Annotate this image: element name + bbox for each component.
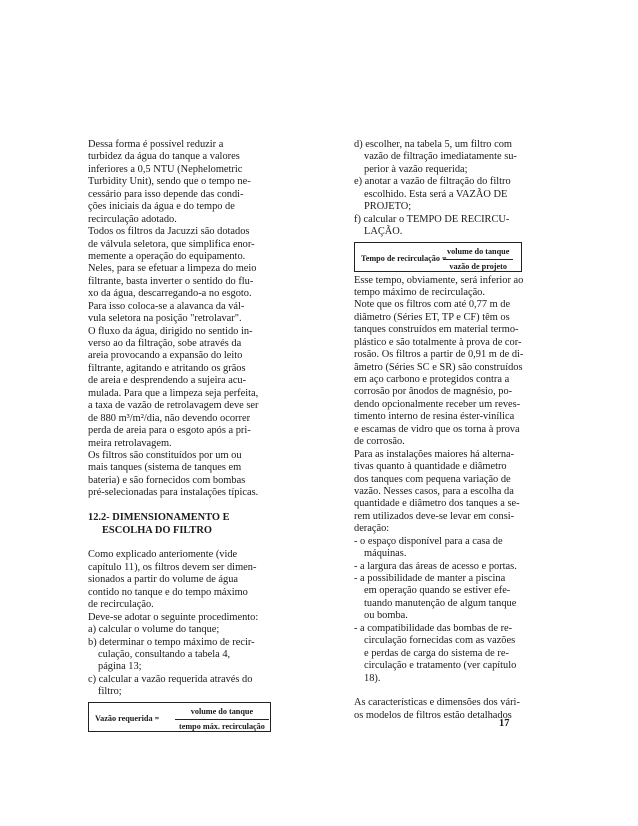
text-line: Note que os filtros com até 0,77 m de xyxy=(354,299,511,311)
text-line: bateria) e são fornecidos com bombas xyxy=(88,474,246,486)
text-line: de areia e desprendendo a sujeira acu- xyxy=(88,375,247,387)
text-line: máquinas. xyxy=(364,548,407,560)
text-line: - a possibilidade de manter a piscina xyxy=(354,573,506,584)
right-procedure-text xyxy=(354,139,537,239)
text-line: - a compatibilidade das bombas de re- xyxy=(354,622,513,634)
text-line: areia provocando a expansão do leito xyxy=(88,350,243,362)
formula-denominator: vazão de projeto xyxy=(449,261,507,271)
text-line: As características e dimensões dos vári- xyxy=(354,697,520,709)
text-line: d) escolher, na tabela 5, um filtro com xyxy=(354,139,512,150)
text-line: contido no tanque e do tempo máximo xyxy=(88,586,248,598)
text-line xyxy=(354,685,537,697)
text-line: LAÇÃO. xyxy=(364,226,403,238)
left-column xyxy=(88,139,271,735)
text-line: Turbidity Unit), sendo que o tempo ne- xyxy=(88,176,251,188)
text-line: Dessa forma é possível reduzir a xyxy=(88,139,224,150)
text-line: quantidade e diâmetro dos tanques a se- xyxy=(354,498,520,510)
text-line: - o espaço disponível para a casa de xyxy=(354,535,503,547)
text-line: diâmetro (Séries ET, TP e CF) têm os xyxy=(354,311,510,323)
formula-tempo-recirculacao xyxy=(354,242,522,272)
text-line: vazão. Nesses casos, para a escolha da xyxy=(354,485,514,497)
text-line: âmetro (Séries SC e SR) são construídos xyxy=(354,361,523,373)
text-line: circulação e tratamento (ver capítulo xyxy=(364,660,517,672)
text-line: memente a operação do equipamento. xyxy=(88,250,246,262)
text-line: mulada. Para que a limpeza seja perfeita, xyxy=(88,387,259,399)
text-line: Deve-se adotar o seguinte procedimento: xyxy=(88,611,259,623)
text-line: Esse tempo, obviamente, será inferior ao xyxy=(354,274,524,286)
text-line: PROJETO; xyxy=(364,201,412,213)
text-line: perior à vazão requerida; xyxy=(364,163,468,175)
text-line: vula seletora na posição "retrolavar". xyxy=(88,313,242,325)
right-column xyxy=(354,139,537,722)
text-line: Neles, para se efetuar a limpeza do meio xyxy=(88,263,257,275)
text-line: meira retrolavagem. xyxy=(88,437,172,449)
text-line: b) determinar o tempo máximo de recir- xyxy=(88,636,255,648)
left-procedure-text xyxy=(88,549,271,698)
text-line: e perdas de carga do sistema de re- xyxy=(364,647,509,659)
text-line: inferiores a 0,5 NTU (Nephelometric xyxy=(88,163,243,175)
text-line: rosão. Os filtros a partir de 0,91 m de di- xyxy=(354,349,524,361)
text-line: corrosão por ânodos de magnésio, po- xyxy=(354,386,513,398)
text-line: tempo máximo de recirculação. xyxy=(354,286,485,298)
formula-fraction xyxy=(443,246,513,274)
text-line: escolhido. Esta será a VAZÃO DE xyxy=(364,188,508,200)
text-line: recirculação adotado. xyxy=(88,213,177,225)
text-line: - a largura das áreas de acesso e portas. xyxy=(354,560,517,572)
text-line: rem utilizados deve-se levar em consi- xyxy=(354,510,515,522)
formula-lhs: Vazão requerida = xyxy=(95,713,160,723)
formula-numerator: volume do tanque xyxy=(443,246,513,260)
text-line: circulação fornecidas com as vazões xyxy=(364,635,516,647)
section-heading-line1: 12.2- DIMENSIONAMENTO E xyxy=(88,512,230,524)
text-line: f) calcular o TEMPO DE RECIRCU- xyxy=(354,213,510,225)
text-line: Para as instalações maiores há alterna- xyxy=(354,448,515,460)
section-heading-line2: ESCOLHA DO FILTRO xyxy=(102,524,212,536)
text-line: pré-selecionadas para instalações típicas. xyxy=(88,487,259,499)
text-line: Os filtros são constituídos por um ou xyxy=(88,449,242,461)
text-line: vazão de filtração imediatamente su- xyxy=(364,151,517,163)
text-line: sionados a partir do volume de água xyxy=(88,574,239,586)
formula-vazao-requerida xyxy=(88,702,271,732)
text-line: filtrante, agitando e atritando os grãos xyxy=(88,362,246,374)
text-line: a taxa de vazão de retrolavagem deve ser xyxy=(88,400,259,412)
text-line: e escamas de vidro que os torna à prova xyxy=(354,423,520,435)
formula-numerator: volume do tanque xyxy=(175,706,269,720)
text-line: a) calcular o volume do tanque; xyxy=(88,624,220,636)
text-line: 18). xyxy=(364,672,381,684)
text-line: em aço carbono e protegidos contra a xyxy=(354,374,510,385)
text-line: culação, consultando a tabela 4, xyxy=(98,648,231,660)
right-body-text xyxy=(354,275,537,723)
text-line: Para isso coloca-se a alavanca da vál- xyxy=(88,300,245,312)
text-line: tivas quanto à quantidade e diâmetro xyxy=(354,461,507,473)
text-line: de 880 m³/m²/dia, não devendo ocorrer xyxy=(88,412,251,424)
text-line: capítulo 11), os filtros devem ser dimen- xyxy=(88,561,257,573)
text-line: Todos os filtros da Jacuzzi são dotados xyxy=(88,226,250,238)
text-line: ou bomba. xyxy=(364,610,408,622)
text-line: dendo opcionalmente receber um reves- xyxy=(354,398,521,410)
text-line: deração: xyxy=(354,523,390,535)
formula-fraction xyxy=(175,706,269,734)
text-line: turbidez da água do tanque a valores xyxy=(88,151,240,163)
formula-denominator: tempo máx. recirculação xyxy=(179,722,265,732)
formula-lhs: Tempo de recirculação = xyxy=(361,253,447,263)
text-line: e) anotar a vazão de filtração do filtro xyxy=(354,176,511,188)
text-line: de corrosão. xyxy=(354,436,405,448)
text-line: página 13; xyxy=(98,661,142,673)
left-intro-text xyxy=(88,139,271,500)
text-line: verso ao da filtração, sobe através da xyxy=(88,338,242,349)
text-line: dos tanques com pequena variação de xyxy=(354,473,511,485)
text-line: filtrante, basta inverter o sentido do flu- xyxy=(88,275,254,287)
text-line: tuando manutenção de algum tanque xyxy=(364,597,517,609)
text-line: de recirculação. xyxy=(88,599,154,611)
page-number: 17 xyxy=(499,718,510,729)
text-line: mais tanques (sistema de tanques em xyxy=(88,462,242,474)
text-line: O fluxo da água, dirigido no sentido in- xyxy=(88,325,253,337)
text-line: xo da água, descarregando-a no esgoto. xyxy=(88,288,252,300)
text-line: de válvula seletora, que simplifica enor- xyxy=(88,238,255,250)
text-line: em operação quando se estiver efe- xyxy=(364,585,511,597)
text-line: tanques construídos em material termo- xyxy=(354,324,519,336)
text-line: perda de areia para o esgoto após a pri- xyxy=(88,425,251,437)
text-line: os modelos de filtros estão detalhados xyxy=(354,709,512,721)
text-line: Como explicado anteriomente (vide xyxy=(88,549,238,561)
text-line: timento interno de resina éster-vinílica xyxy=(354,411,515,423)
text-line: plástico e são totalmente à prova de cor- xyxy=(354,336,522,348)
text-line: c) calcular a vazão requerida através do xyxy=(88,673,253,685)
text-line: ções iniciais da água e do tempo de xyxy=(88,201,235,213)
text-line: cessário para isso depende das condi- xyxy=(88,188,244,200)
text-line: filtro; xyxy=(98,686,122,698)
